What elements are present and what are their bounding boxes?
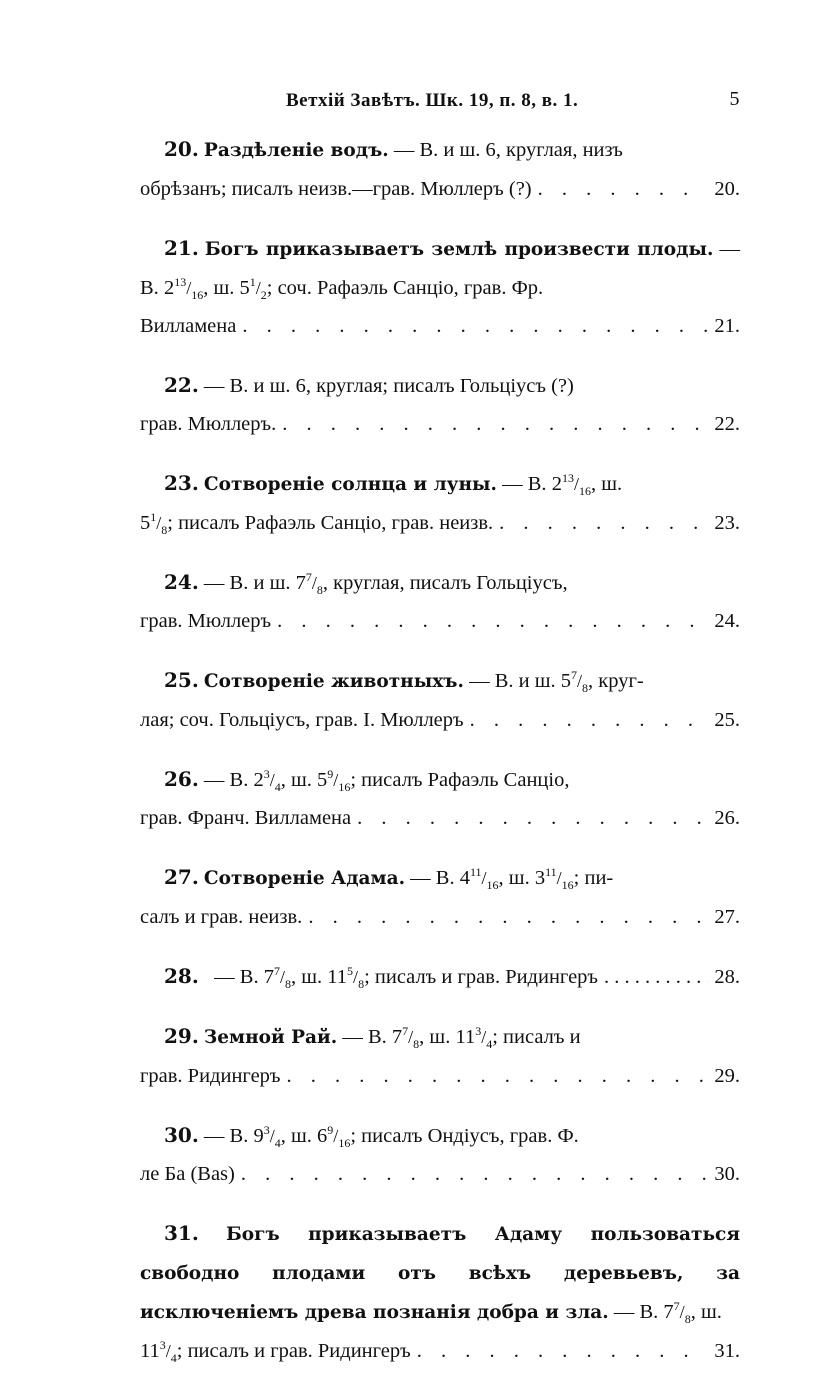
entry-description-end: грав. Ридингеръ — [140, 1065, 281, 1087]
entry-end-number: 25. — [714, 709, 740, 731]
entry-number: 22. — [164, 373, 199, 397]
entry-description-end: ле Ба (Bas) — [140, 1163, 235, 1185]
catalogue-entry-22 — [140, 366, 740, 443]
catalogue-entry-20 — [140, 130, 740, 208]
entry-last-line — [140, 307, 740, 345]
entry-last-line — [140, 170, 740, 208]
height-fraction: $7^7/_8$ — [391, 1024, 420, 1052]
entry-end-number: 22. — [714, 413, 740, 435]
entry-description-end: грав. Мюллеръ — [140, 610, 272, 632]
entry-description: ; писалъ Ондіусъ, грав. Ф. — [350, 1125, 579, 1147]
entry-description: , ш. — [690, 1301, 722, 1323]
entry-title: Сотвореніе Адама. — [203, 868, 406, 889]
size-fraction: $7^7/_8$ — [295, 570, 323, 598]
entry-number: 21. — [164, 236, 199, 260]
entry-description: — В. — [502, 473, 547, 495]
entry-description: , ш. — [498, 867, 530, 889]
catalogue-entry-24 — [140, 563, 740, 640]
entry-description-end: лая; соч. Гольціусъ, грав. І. Мюллеръ — [140, 709, 464, 731]
entry-description: , ш. — [203, 277, 235, 299]
width-fraction: $3^{11}/_{16}$ — [534, 865, 574, 893]
entry-end-number: 30. — [714, 1163, 740, 1185]
catalogue-entry-25 — [140, 661, 740, 739]
dot-leader — [417, 1332, 709, 1370]
height-fraction: $2^3/_4$ — [253, 767, 281, 795]
height-fraction: $2^{13}/_{16}$ — [163, 275, 204, 303]
dot-leader — [499, 504, 708, 542]
entry-last-line — [140, 799, 740, 837]
entry-description-end: ; писалъ Рафаэль Санціо, грав. неизв. — [167, 512, 494, 534]
height-fraction: $7^7/_8$ — [663, 1299, 691, 1327]
height-fraction: $4^{11}/_{16}$ — [459, 865, 499, 893]
entry-description: , ш. — [590, 473, 623, 495]
entry-title: Богъ приказываетъ землѣ произвести плоды. — [204, 239, 714, 260]
height-fraction: $9^3/_4$ — [253, 1123, 281, 1151]
entry-description: — В. и ш. — [203, 572, 291, 594]
entry-description: — В. и ш. — [469, 670, 556, 692]
entry-title: Сотвореніе животныхъ. — [203, 671, 464, 692]
height-fraction: $7^7/_8$ — [263, 964, 291, 992]
entry-description-end: грав. Франч. Вилламена — [140, 807, 352, 829]
width-fraction: $11^3/_4$ — [140, 1338, 177, 1366]
dot-leader — [282, 405, 708, 443]
entry-description-end: салъ и грав. неизв. — [140, 906, 303, 928]
entry-number: 23. — [164, 471, 199, 495]
entry-description: — В. — [203, 769, 249, 791]
width-fraction: $5^9/_{16}$ — [317, 767, 351, 795]
entry-end-number: 20. — [714, 178, 740, 200]
entry-description: , круг- — [588, 670, 644, 692]
entry-last-line — [140, 957, 740, 996]
entry-title: Сотвореніе солнца и луны. — [203, 474, 497, 495]
entry-description-end: ; писалъ и грав. Ридингеръ — [364, 966, 599, 988]
entry-description: , ш. — [280, 769, 312, 791]
entry-end-number: 23. — [714, 512, 740, 534]
entry-description: , ш. — [280, 1125, 312, 1147]
catalogue-entry-27 — [140, 858, 740, 936]
catalogue-entry-31 — [140, 1214, 740, 1370]
entry-end-number: 29. — [714, 1065, 740, 1087]
dot-leader — [470, 701, 709, 739]
entry-number: 25. — [164, 668, 199, 692]
entry-last-line — [140, 701, 740, 739]
spacer — [604, 958, 708, 996]
catalogue-entry-29 — [140, 1017, 740, 1095]
entry-description: — В. — [613, 1301, 659, 1323]
entry-description-end: ; писалъ и грав. Ридингеръ — [176, 1340, 411, 1362]
entry-end-number: 27. — [714, 906, 740, 928]
entry-last-line — [140, 898, 740, 936]
entry-last-line — [140, 1057, 740, 1095]
entry-description-end: Вилламена — [140, 315, 237, 337]
entry-description: — В. — [410, 867, 455, 889]
entry-description: ; писалъ и — [492, 1026, 581, 1048]
entry-number: 31. — [164, 1221, 199, 1245]
entry-description: — В. и ш. 6, круглая, низъ — [393, 139, 623, 161]
height-fraction: $2^{13}/_{16}$ — [551, 471, 591, 499]
entry-last-line — [140, 602, 740, 640]
entry-end-number: 31. — [714, 1340, 740, 1362]
dot-leader — [357, 799, 708, 837]
width-fraction: $11^5/_8$ — [327, 964, 365, 992]
entry-last-line — [140, 1155, 740, 1193]
entry-number: 29. — [164, 1024, 199, 1048]
running-title: Ветхій Завѣтъ. Шк. 19, п. 8, в. 1. — [286, 90, 579, 111]
width-fraction: $6^9/_{16}$ — [317, 1123, 351, 1151]
catalogue-entry-26 — [140, 760, 740, 837]
entry-description: , круглая, писалъ Гольціусъ, — [322, 572, 568, 594]
entry-description-end: обрѣзанъ; писалъ неизв.—грав. Мюллеръ (?) — [140, 178, 532, 200]
entry-number: 30. — [164, 1123, 199, 1147]
width-fraction: $5^1/_2$ — [239, 275, 267, 303]
entry-number: 24. — [164, 570, 199, 594]
catalogue-entry-30 — [140, 1116, 740, 1193]
entry-description: , ш. — [291, 966, 323, 988]
catalogue-entry-21 — [140, 229, 740, 345]
entry-number: 27. — [164, 865, 199, 889]
entry-number: 26. — [164, 767, 199, 791]
dot-leader — [308, 898, 708, 936]
entry-end-number: 26. — [714, 807, 740, 829]
entry-description: ; соч. Рафаэль Санціо, грав. Фр. — [266, 277, 544, 299]
dot-leader — [277, 602, 708, 640]
entry-description: — В. — [342, 1026, 387, 1048]
entry-description: ; пи- — [573, 867, 614, 889]
entry-title: Богъ приказываетъ Адаму пользоваться свободно плодами отъ всѣхъ деревьевъ, за исключеніемъ древа познанія добра и зла. — [140, 1224, 740, 1323]
entry-last-line — [140, 504, 740, 542]
entry-last-line — [140, 405, 740, 443]
entry-description: — В. — [140, 238, 741, 299]
dot-leader — [287, 1057, 709, 1095]
entry-end-number: 21. — [714, 315, 740, 337]
catalogue-page — [140, 88, 740, 1391]
entry-number: 28. — [164, 964, 199, 988]
width-fraction: $5^1/_8$ — [140, 510, 168, 538]
entry-end-number: 28. — [714, 966, 740, 988]
entry-description-end: грав. Мюллеръ. — [140, 413, 277, 435]
dot-leader — [241, 1155, 709, 1193]
width-fraction: $11^3/_4$ — [455, 1024, 493, 1052]
entry-title: Раздѣленіе водъ. — [203, 140, 389, 161]
entry-title: Земной Рай. — [203, 1027, 338, 1048]
size-fraction: $5^7/_8$ — [560, 668, 589, 696]
entry-number: 20. — [164, 137, 199, 161]
entry-last-line — [140, 1332, 740, 1370]
running-head — [140, 88, 740, 118]
entry-description: — В. — [203, 1125, 249, 1147]
entry-end-number: 24. — [714, 610, 740, 632]
entry-description: , ш. — [419, 1026, 451, 1048]
entry-description: — В. и ш. 6, круглая; писалъ Гольціусъ (?) — [203, 375, 574, 397]
entry-description: ; писалъ Рафаэль Санціо, — [350, 769, 570, 791]
dot-leader — [538, 170, 709, 208]
catalogue-entry-28 — [140, 957, 740, 996]
dot-leader — [242, 307, 708, 345]
entry-description: — В. — [214, 966, 259, 988]
page-number: 5 — [729, 88, 740, 110]
catalogue-entry-23 — [140, 464, 740, 542]
